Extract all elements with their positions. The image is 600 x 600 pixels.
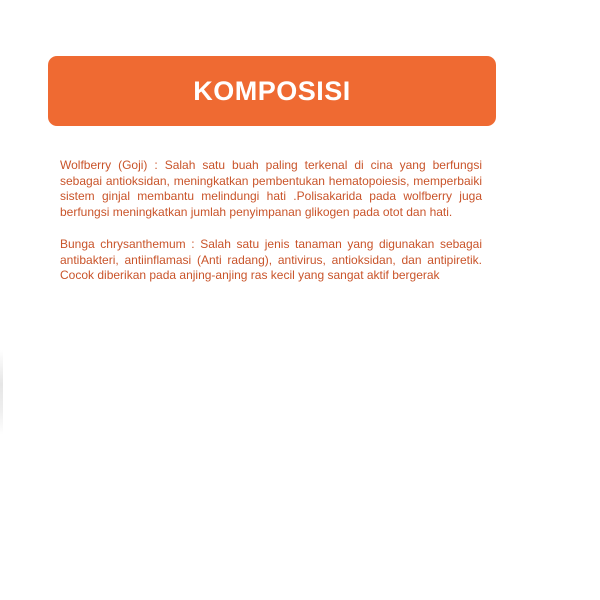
paragraph-chrysanthemum: Bunga chrysanthemum : Salah satu jenis tanaman yang digunakan sebagai antibakteri, antiinflamasi (Anti radang), antivirus, antioksidan, dan antipiretik. Cocok diberikan pada anjing-anjing ras kecil yang sangat aktif bergerak xyxy=(60,237,482,282)
content-body xyxy=(60,158,482,301)
left-edge-artifact xyxy=(0,350,3,435)
paragraph-wolfberry: Wolfberry (Goji) : Salah satu buah paling terkenal di cina yang berfungsi sebagai antioksidan, meningkatkan pembentukan hematopoiesis, memperbaiki sistem ginjal membantu melindungi hati .Polisakarida pada wolfberry juga berfungsi meningkatkan jumlah penyimpanan glikogen pada otot dan hati. xyxy=(60,158,482,219)
header-banner xyxy=(48,56,496,126)
header-title: KOMPOSISI xyxy=(193,75,351,106)
